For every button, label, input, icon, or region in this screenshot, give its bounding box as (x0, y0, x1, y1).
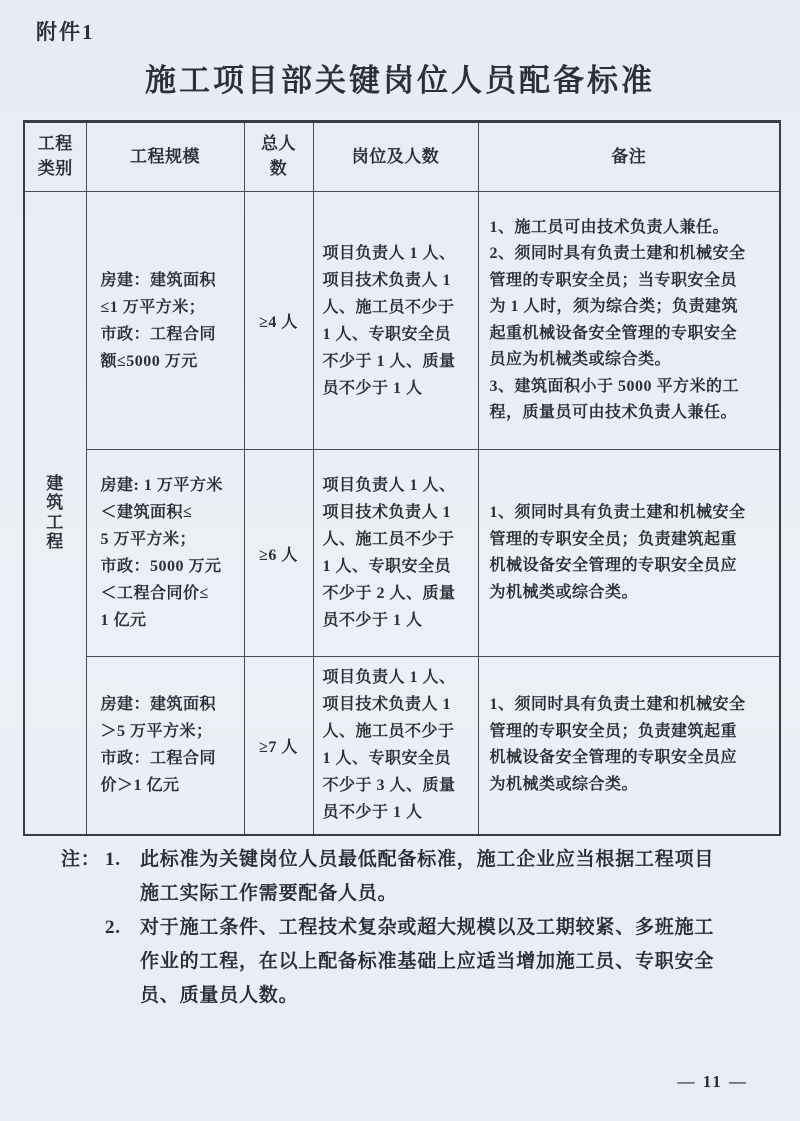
positions-cell: 项目负责人 1 人、 项目技术负责人 1 人、施工员不少于 1 人、专职安全员 不少于 3 人、质量 员不少于 1 人 (313, 657, 478, 835)
total-cell: ≥7 人 (244, 657, 313, 835)
table-header-row (24, 122, 780, 192)
category-cell: 建 筑 工 程 (24, 192, 86, 835)
note-number: 2. (105, 917, 121, 938)
note-item (105, 911, 767, 1013)
note-label: 注： (61, 849, 101, 870)
header-project-category: 工程 类别 (24, 122, 86, 192)
total-cell: ≥6 人 (244, 450, 313, 657)
scale-cell: 房建：建筑面积 ≤1 万平方米； 市政：工程合同 额≤5000 万元 (86, 192, 244, 450)
note-items (105, 843, 767, 1013)
staffing-table (23, 120, 781, 836)
header-project-scale: 工程规模 (86, 122, 244, 192)
table-row (24, 657, 780, 835)
table-row (24, 450, 780, 657)
note-item (105, 843, 767, 911)
notes (61, 843, 767, 1013)
total-cell: ≥4 人 (244, 192, 313, 450)
table-row (24, 192, 780, 450)
header-total-headcount: 总人 数 (244, 122, 313, 192)
attachment-label: 附件1 (36, 20, 95, 44)
positions-cell: 项目负责人 1 人、 项目技术负责人 1 人、施工员不少于 1 人、专职安全员 不少于 1 人、质量 员不少于 1 人 (313, 192, 478, 450)
remarks-cell: 1、须同时具有负责土建和机械安全 管理的专职安全员；负责建筑起重 机械设备安全管理的专职安全员应 为机械类或综合类。 (478, 450, 780, 657)
note-text: 此标准为关键岗位人员最低配备标准，施工企业应当根据工程项目 施工实际工作需要配备人员。 (140, 849, 715, 904)
page-number: — 11 — (677, 1072, 748, 1091)
header-remarks: 备注 (478, 122, 780, 192)
note-number: 1. (105, 849, 121, 870)
remarks-cell: 1、须同时具有负责土建和机械安全 管理的专职安全员；负责建筑起重 机械设备安全管理的专职安全员应 为机械类或综合类。 (478, 657, 780, 835)
header-positions: 岗位及人数 (313, 122, 478, 192)
remarks-cell: 1、施工员可由技术负责人兼任。 2、须同时具有负责土建和机械安全 管理的专职安全员；当专职安全员 为 1 人时，须为综合类；负责建筑 起重机械设备安全管理的专职安全 员应为机械类或综合类。 3、建筑面积小于 5000 平方米的工 程，质量员可由技术负责人兼任。 (478, 192, 780, 450)
scale-cell: 房建：建筑面积 ＞5 万平方米； 市政：工程合同 价＞1 亿元 (86, 657, 244, 835)
page-title: 施工项目部关键岗位人员配备标准 (145, 63, 655, 98)
scale-cell: 房建: 1 万平方米 ＜建筑面积≤ 5 万平方米； 市政：5000 万元 ＜工程合同价≤ 1 亿元 (86, 450, 244, 657)
note-text: 对于施工条件、工程技术复杂或超大规模以及工期较紧、多班施工 作业的工程，在以上配备标准基础上应适当增加施工员、专职安全 员、质量员人数。 (140, 917, 715, 1006)
positions-cell: 项目负责人 1 人、 项目技术负责人 1 人、施工员不少于 1 人、专职安全员 不少于 2 人、质量 员不少于 1 人 (313, 450, 478, 657)
